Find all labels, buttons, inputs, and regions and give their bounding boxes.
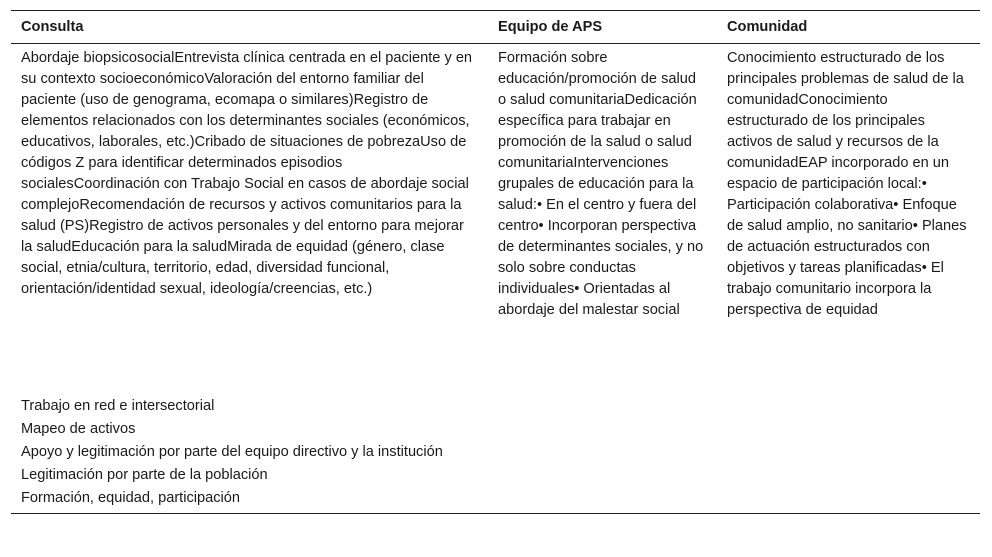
cell-extra-row-2: Mapeo de activos [21, 421, 136, 437]
table-row [11, 464, 980, 487]
cell-comunidad: Conocimiento estructurado de los principales problemas de salud de la comunidadConocimiento estructurado de los principales activos de salud y recursos de la comunidadEAP incorporado en un espacio de participación local:• Participación colaborativa• Enfoque de salud amplio, no sanitario• Planes de actuación estructurados con objetivos y tareas planificadas• El trabajo comunitario incorpora la perspectiva de equidad [727, 50, 967, 318]
cell-extra-row-4: Legitimación por parte de la población [21, 467, 268, 483]
cell-empty [717, 441, 980, 464]
header-equipo-aps: Equipo de APS [488, 11, 717, 44]
cell-extra-row-5: Formación, equidad, participación [11, 487, 980, 514]
table-body [11, 44, 980, 514]
cell-empty [488, 441, 717, 464]
table-row [11, 395, 980, 418]
header-comunidad: Comunidad [717, 11, 980, 44]
content-table-container [11, 10, 980, 514]
table-row [11, 487, 980, 514]
header-consulta: Consulta [11, 11, 488, 44]
table-row [11, 441, 980, 464]
cell-extra-row-3: Apoyo y legitimación por parte del equipo directivo y la institución [21, 444, 443, 460]
table-header [11, 11, 980, 44]
content-table [11, 10, 980, 514]
header-row [11, 11, 980, 44]
cell-consulta: Abordaje biopsicosocialEntrevista clínica centrada en el paciente y en su contexto socioeconómicoValoración del entorno familiar del paciente (uso de genograma, ecomapa o similares)Registro de elementos relacionados con los determinantes sociales (económicos, educativos, laborales, etc.)Cribado de situaciones de pobrezaUso de códigos Z para identificar determinados episodios socialesCoordinación con Trabajo Social en casos de abordaje social complejoRecomendación de recursos y activos comunitarios para la salud (PS)Registro de activos personales y del entorno para mejorar la saludEducación para la saludMirada de equidad (género, clase social, etnia/cultura, territorio, edad, diversidad funcional, orientación/identidad sexual, ideología/creencias, etc.) [21, 50, 473, 297]
table-row [11, 418, 980, 441]
cell-extra-row-1: Trabajo en red e intersectorial [21, 398, 215, 414]
cell-equipo-aps: Formación sobre educación/promoción de salud o salud comunitariaDedicación específica para trabajar en promoción de la salud o salud comunitariaIntervenciones grupales de educación para la salud:• En el centro y fuera del centro• Incorporan perspectiva de determinantes sociales, y no solo sobre conductas individuales• Orientadas al abordaje del malestar social [498, 50, 704, 318]
table-row-main [11, 44, 980, 396]
